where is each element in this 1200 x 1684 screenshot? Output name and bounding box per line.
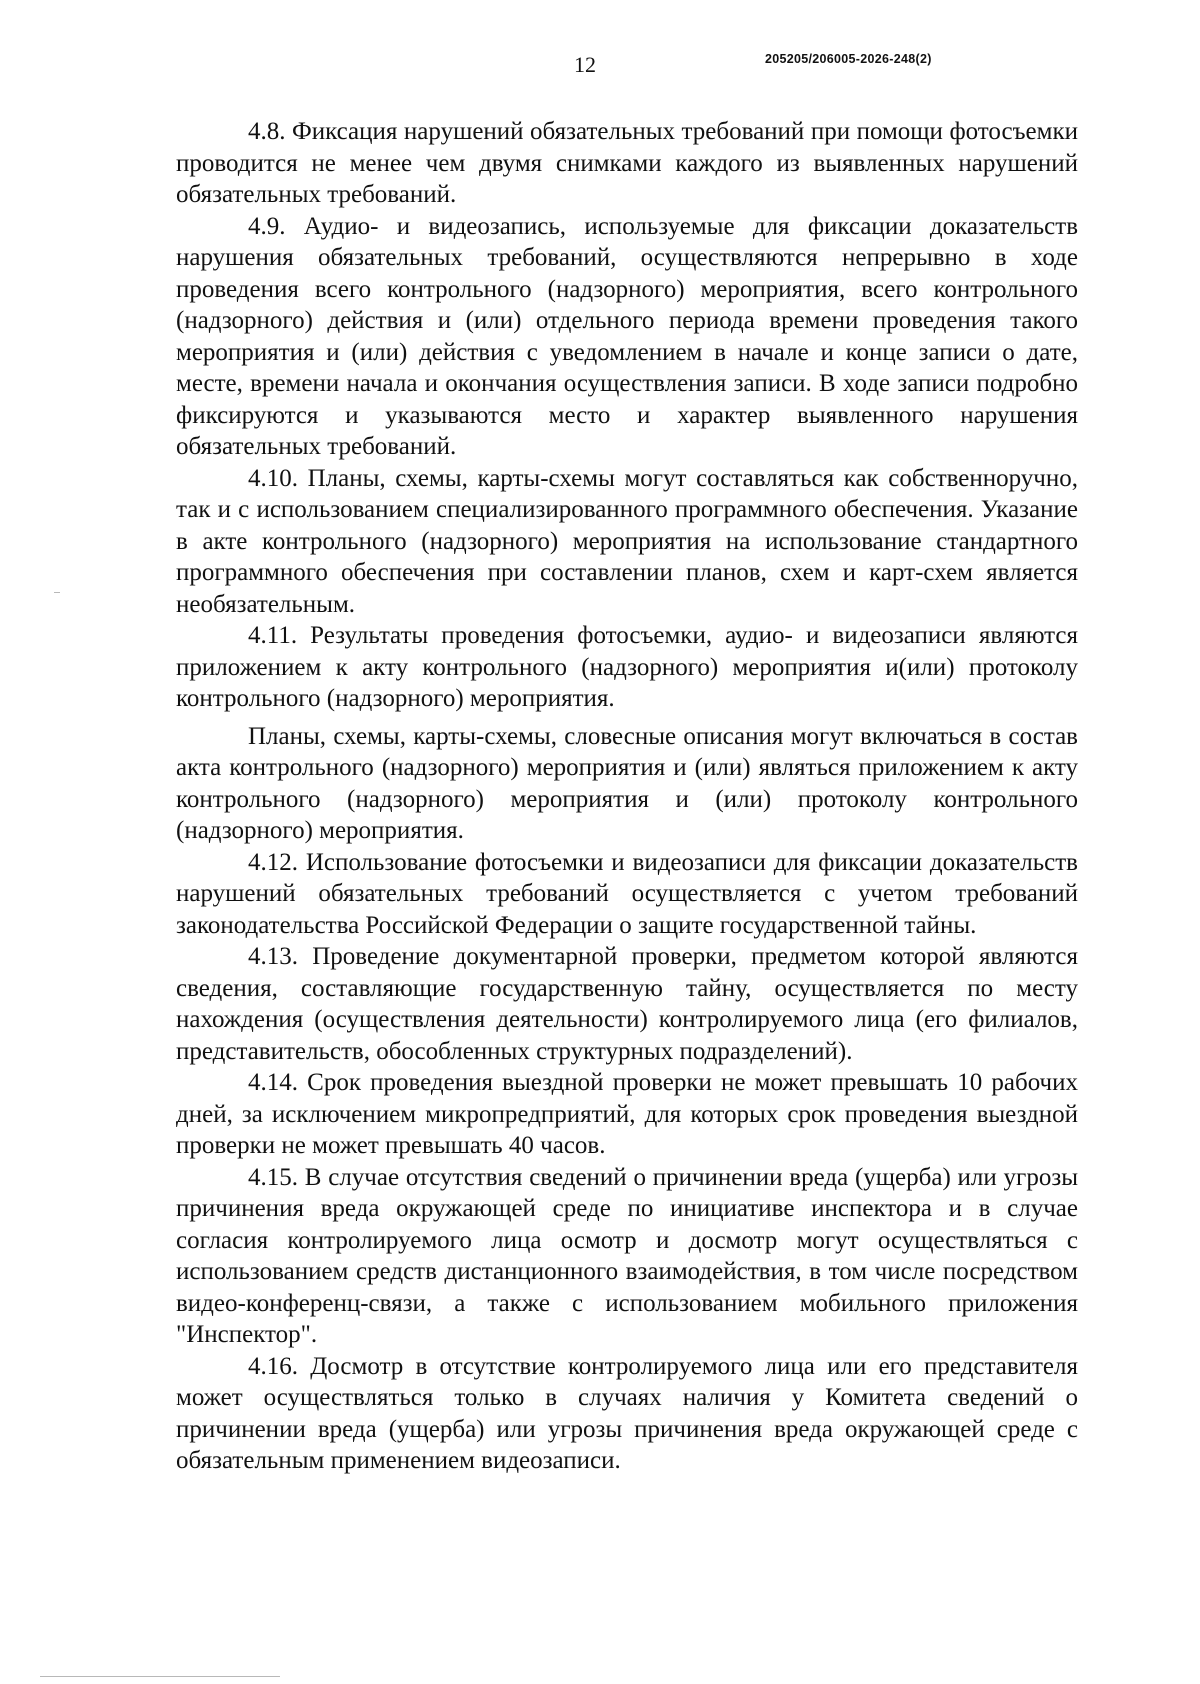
document-code: 205205/206005-2026-248(2) [765,52,932,66]
paragraph-4-16: 4.16. Досмотр в отсутствие контролируемого лица или его представителя может осуществляться только в случаях наличия у Комитета сведений о причинении вреда (ущерба) или угрозы причинения вреда окружающей среде с обязательным применением видеозаписи. [176,1352,1078,1474]
paragraph-plans-schemes: Планы, схемы, карты-схемы, словесные описания могут включаться в состав акта контрольного (надзорного) мероприятия и (или) являться приложением к акту контрольного (надзорного) мероприятия и (или) протоколу контрольного (надзорного) мероприятия. [176,722,1078,844]
paragraph-4-8: 4.8. Фиксация нарушений обязательных требований при помощи фотосъемки проводится не менее чем двумя снимками каждого из выявленных нарушений обязательных требований. [176,118,1078,208]
scan-artifact [40,1676,280,1677]
paragraph-4-9: 4.9. Аудио- и видеозапись, используемые для фиксации доказательств нарушения обязательных требований, осуществляются непрерывно в ходе проведения всего контрольного (надзорного) мероприятия, всего контрольного (надзорного) действия и (или) отдельного периода времени проведения такого мероприятия и (или) действия с уведомлением в начале и конце записи о дате, месте, времени начала и окончания осуществления записи. В ходе записи подробно фиксируются и указываются место и характер выявленного нарушения обязательных требований. [176,212,1078,460]
paragraph-4-12: 4.12. Использование фотосъемки и видеозаписи для фиксации доказательств нарушений обязательных требований осуществляется с учетом требований законодательства Российской Федерации о защите государственной тайны. [176,848,1078,939]
paragraph-4-10: 4.10. Планы, схемы, карты-схемы могут составляться как собственноручно, так и с использованием специализированного программного обеспечения. Указание в акте контрольного (надзорного) мероприятия на использование стандартного программного обеспечения при составлении планов, схем и карт-схем является необязательным. [176,464,1078,618]
document-body [176,116,1078,1477]
paragraph-4-15: 4.15. В случае отсутствия сведений о причинении вреда (ущерба) или угрозы причинения вреда окружающей среде по инициативе инспектора и в случае согласия контролируемого лица осмотр и досмотр могут осуществляться с использованием средств дистанционного взаимодействия, в том числе посредством видео-конференц-связи, а также с использованием мобильного приложения "Инспектор". [176,1163,1078,1348]
paragraph-4-14: 4.14. Срок проведения выездной проверки не может превышать 10 рабочих дней, за исключением микропредприятий, для которых срок проведения выездной проверки не может превышать 40 часов. [176,1069,1078,1159]
page-number: 12 [574,52,596,77]
paragraph-4-11: 4.11. Результаты проведения фотосъемки, аудио- и видеозаписи являются приложением к акту контрольного (надзорного) мероприятия и(или) протоколу контрольного (надзорного) мероприятия. [176,622,1078,712]
paragraph-4-13: 4.13. Проведение документарной проверки, предметом которой являются сведения, составляющие государственную тайну, осуществляется по месту нахождения (осуществления деятельности) контролируемого лица (его филиалов, представительств, обособленных структурных подразделений). [176,943,1078,1065]
scan-artifact [54,592,60,593]
